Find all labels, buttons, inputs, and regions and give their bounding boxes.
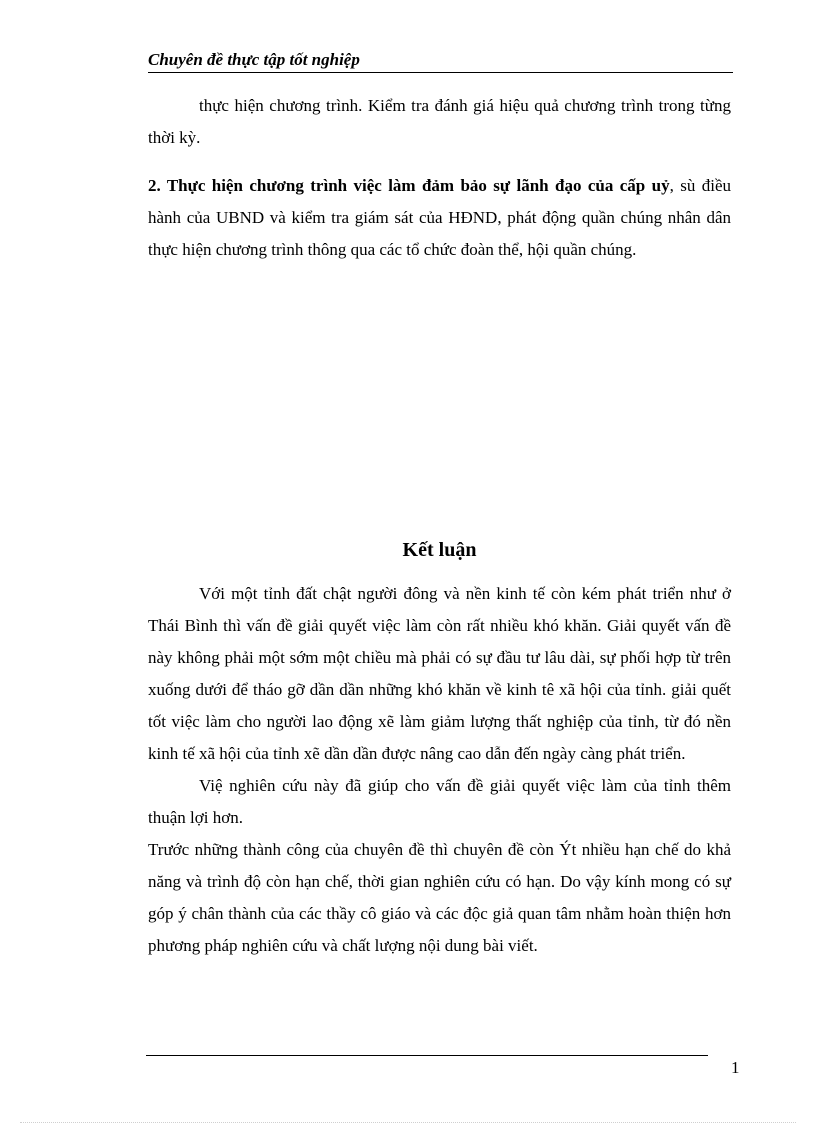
conclusion-paragraph-3: Trước những thành công của chuyên đề thì chuyên đề còn Ýt nhiều hạn chế do khả năng và trình độ còn hạn chế, thời gian nghiên cứu có hạn. Do vậy kính mong có sự góp ý chân thành của các thầy cô giáo và các độc giả quan tâm nhằm hoàn thiện hơn phương pháp nghiên cứu và chất lượng nội dung bài viết. — [148, 840, 731, 955]
conclusion-heading: Kết luận — [402, 539, 477, 561]
page-number: 1 — [731, 1058, 740, 1077]
page-header — [148, 48, 733, 73]
item-2-block — [148, 170, 731, 266]
footer-rule — [146, 1055, 708, 1056]
item-2-paragraph — [148, 170, 731, 266]
item-2-bold-text: 2. Thực hiện chương trình việc làm đảm bảo sự lãnh đạo của cấp uỷ — [148, 176, 670, 195]
conclusion-paragraph-1: Với một tỉnh đất chật người đông và nền kinh tế còn kém phát triển như ở Thái Bình thì vấn đề giải quyết việc làm còn rất nhiều khó khăn. Giải quyết vấn đề này không phải một sớm một chiều mà phải có sự đầu tư lâu dài, sự phối hợp từ trên xuống dưới để tháo gỡ dần dần những khó khăn về kinh tê xã hội của tỉnh. giải quết tốt việc làm cho người lao động xẽ làm giảm lượng thất nghiệp của tỉnh, từ đó nền kinh tế xã hội của tỉnh xẽ dần dần được nâng cao dẫn đến ngày càng phát triển. — [148, 584, 731, 763]
conclusion-paragraph-2: Việ nghiên cứu này đã giúp cho vấn đề giải quyết việc làm của tỉnh thêm thuận lợi hơn. — [148, 776, 731, 827]
intro-block — [148, 90, 731, 154]
item-2-rest-text: , sù điều hành của UBND và kiểm tra giám sát của HĐND, phát động quần chúng nhân dân thực hiện chương trình thông qua các tổ chức đoàn thể, hội quần chúng. — [148, 176, 731, 259]
header-title: Chuyên đề thực tập tốt nghiệp — [148, 50, 360, 69]
conclusion-body — [148, 578, 731, 962]
intro-paragraph: thực hiện chương trình. Kiểm tra đánh giá hiệu quả chương trình trong từng thời kỳ. — [148, 96, 731, 147]
